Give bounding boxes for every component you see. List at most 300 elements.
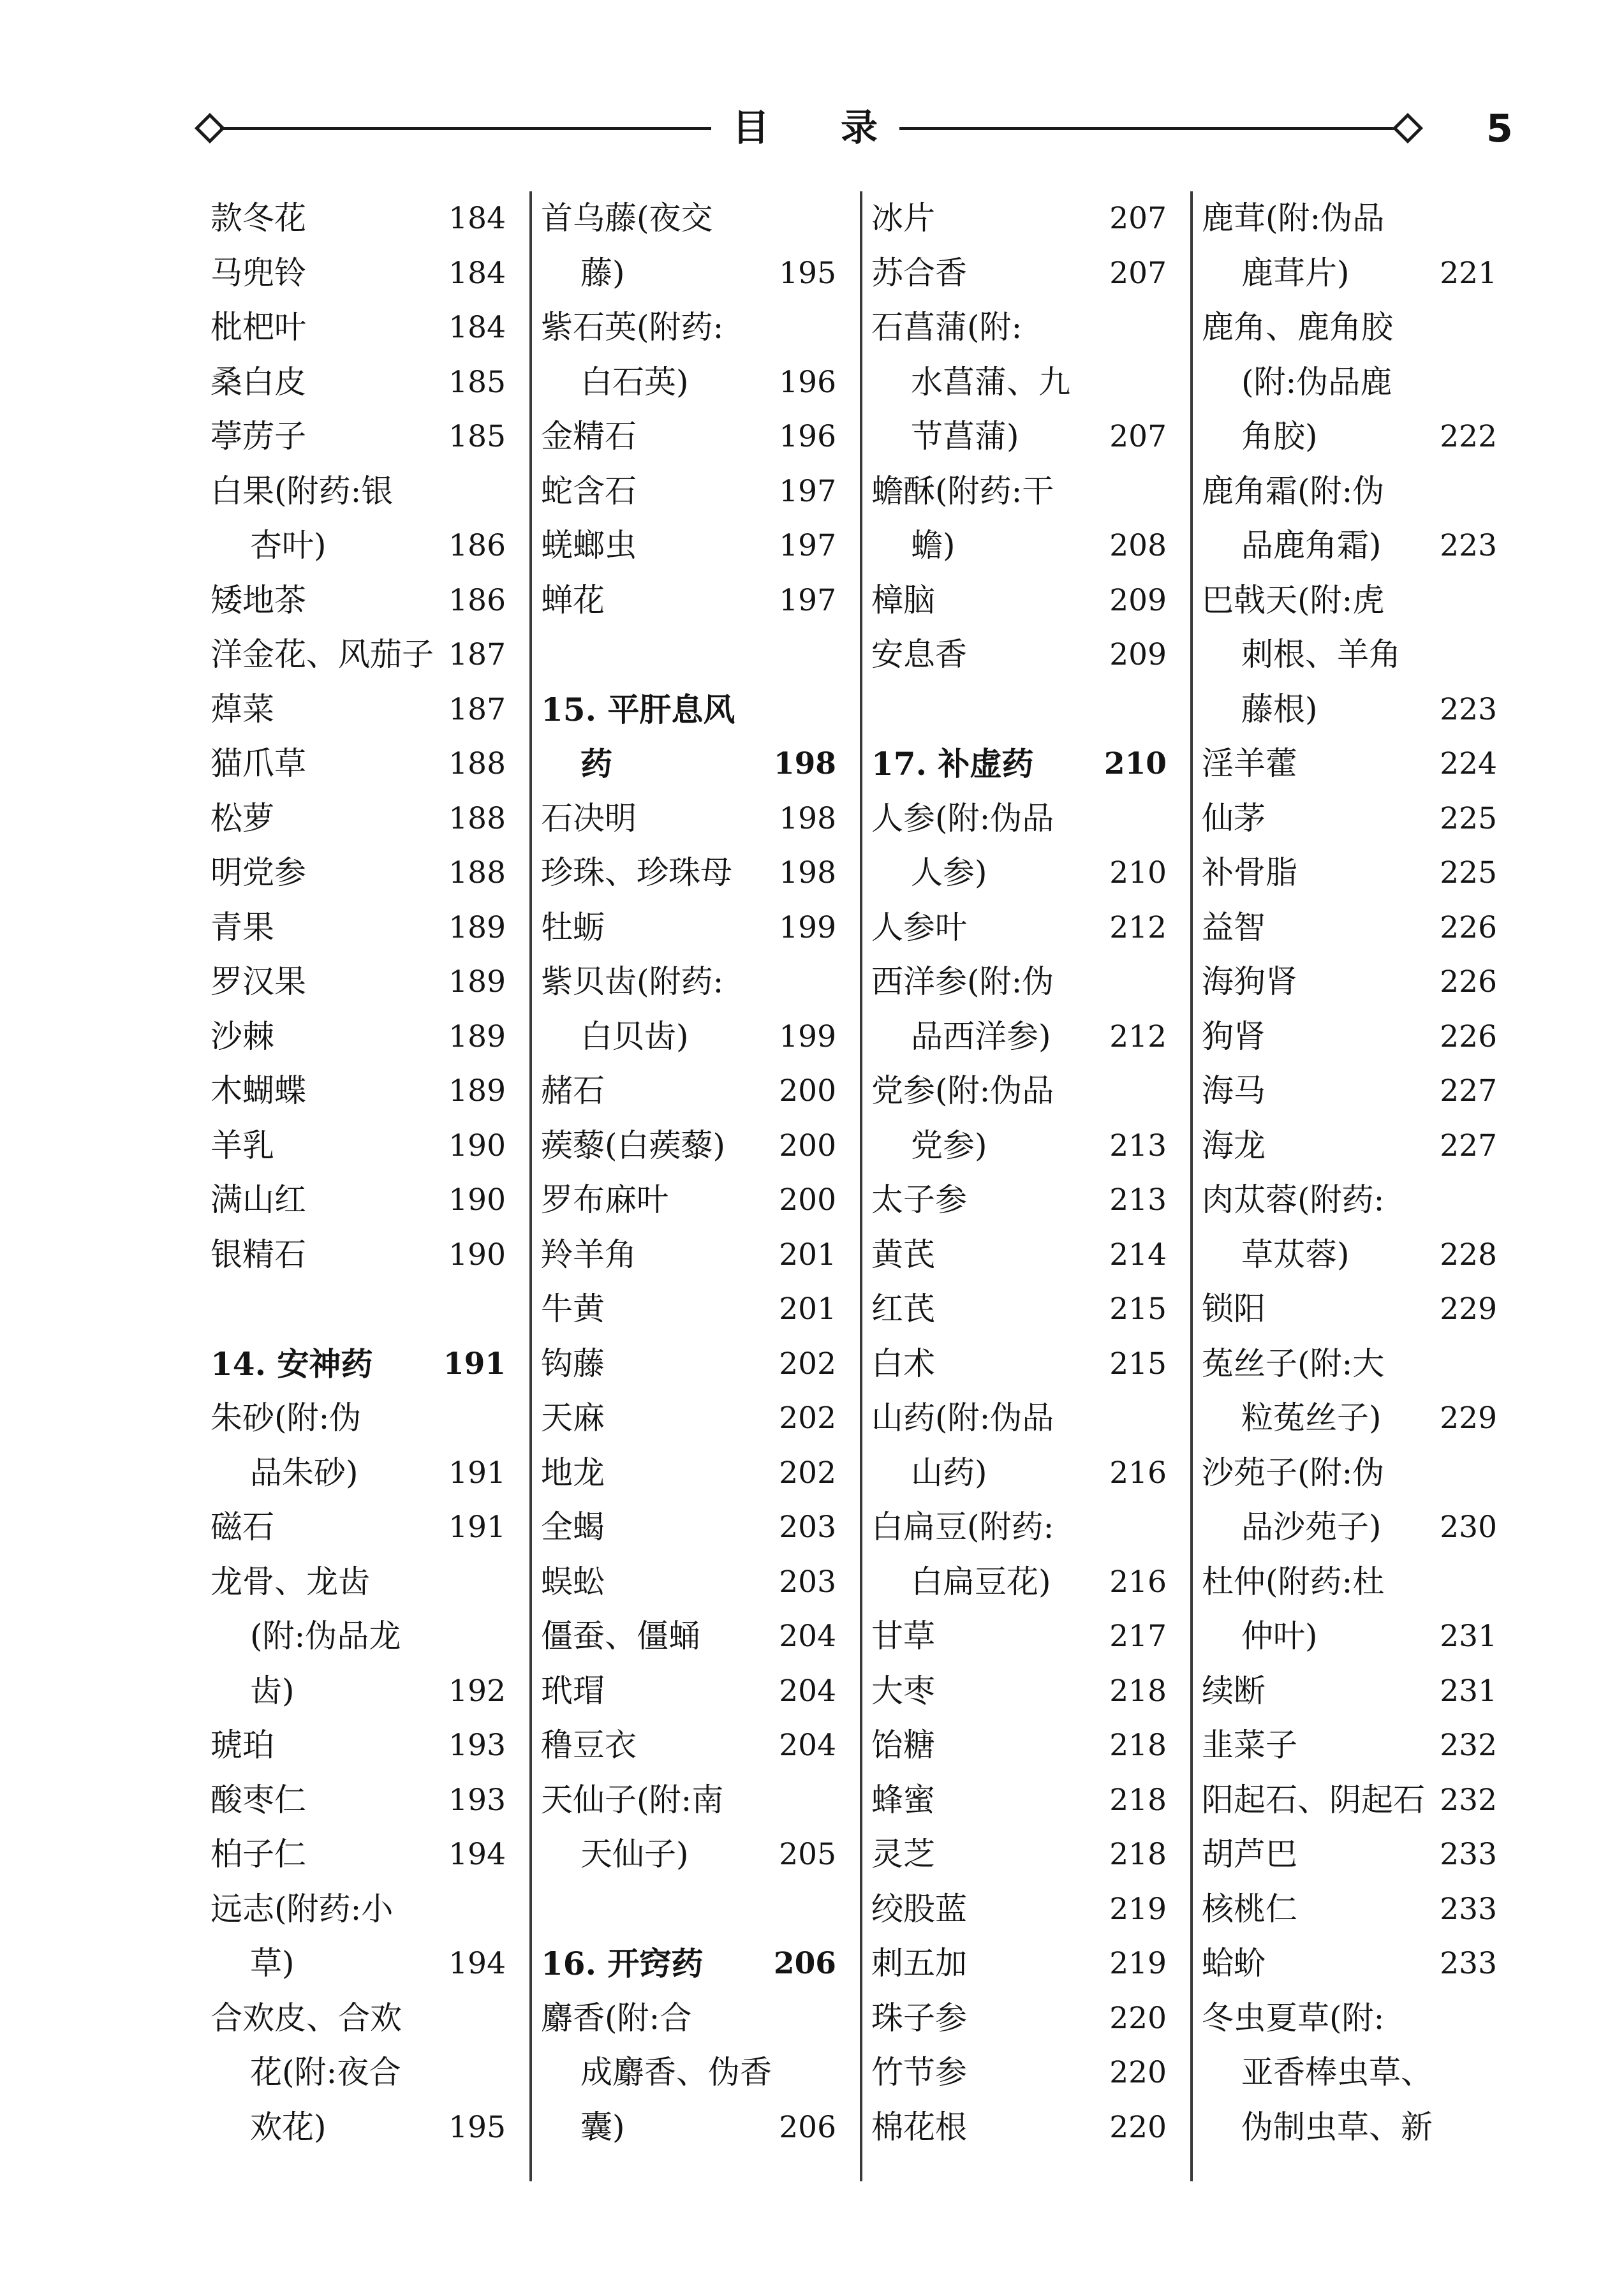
toc-entry <box>210 355 513 410</box>
toc-entry-page: 225 <box>1440 855 1497 890</box>
toc-entry-page: 226 <box>1440 964 1497 999</box>
toc-entry <box>1202 191 1505 246</box>
toc-entry-title: 天仙子) <box>580 1836 689 1873</box>
toc-entry-title: 钩藤 <box>541 1345 605 1382</box>
toc-entry <box>541 2100 844 2155</box>
toc-entry-title: 棉花根 <box>871 2108 967 2146</box>
toc-entry-page: 189 <box>448 964 506 999</box>
toc-entry <box>871 1773 1174 1828</box>
toc-entry-page: 190 <box>448 1183 506 1218</box>
toc-entry-page: 210 <box>1109 855 1167 890</box>
toc-entry-title: 蜈蚣 <box>541 1563 605 1600</box>
column-separator <box>529 191 532 2181</box>
toc-entry-title: 灵芝 <box>871 1836 935 1873</box>
toc-entry-title: 白扁豆(附药: <box>871 1508 1054 1545</box>
toc-entry <box>210 1500 513 1555</box>
toc-entry-page: 215 <box>1109 1346 1167 1382</box>
toc-entry-title: 鹿角、鹿角胶 <box>1202 309 1393 346</box>
toc-entry <box>1202 1500 1505 1555</box>
toc-entry-page: 204 <box>779 1619 836 1654</box>
column-separator <box>1190 191 1193 2181</box>
toc-entry-page: 222 <box>1440 419 1497 454</box>
toc-entry-title: 蒺藜(白蒺藜) <box>541 1126 726 1164</box>
toc-entry-title: 欢花) <box>250 2108 327 2146</box>
toc-entry-title: 白贝齿) <box>580 1017 689 1055</box>
toc-entry <box>541 1664 844 1719</box>
toc-entry <box>1202 355 1505 410</box>
toc-entry-title: 琥珀 <box>210 1727 274 1764</box>
toc-entry <box>1202 682 1505 737</box>
toc-entry-page: 216 <box>1109 1564 1167 1600</box>
toc-entry-title: 僵蚕、僵蛹 <box>541 1617 700 1654</box>
toc-entry-title: 藤根) <box>1241 690 1318 728</box>
toc-entry-page: 190 <box>448 1128 506 1163</box>
toc-entry <box>210 1119 513 1174</box>
toc-entry <box>541 1827 844 1882</box>
toc-entry-page: 185 <box>448 419 506 454</box>
toc-entry <box>871 1228 1174 1283</box>
toc-entry-title: 木蝴蝶 <box>210 1072 306 1109</box>
toc-entry <box>210 1010 513 1065</box>
toc-entry-page: 227 <box>1440 1073 1497 1109</box>
toc-entry <box>1202 1119 1505 1174</box>
toc-entry-page: 216 <box>1109 1455 1167 1491</box>
toc-entry-title: 安息香 <box>871 636 967 673</box>
toc-entry-page: 193 <box>448 1782 506 1818</box>
toc-section-heading <box>541 1936 844 1991</box>
toc-entry-title: 蜂蜜 <box>871 1781 935 1818</box>
toc-entry <box>871 628 1174 682</box>
toc-entry-title: 白术 <box>871 1345 935 1382</box>
toc-entry <box>1202 464 1505 519</box>
toc-entry <box>541 1337 844 1392</box>
toc-entry-title: 冰片 <box>871 200 935 237</box>
toc-entry <box>871 409 1174 464</box>
toc-entry-title: 首乌藤(夜交 <box>541 200 713 237</box>
toc-entry-title: 冬虫夏草(附: <box>1202 1999 1385 2037</box>
toc-entry <box>871 1718 1174 1773</box>
toc-entry-title: 黄芪 <box>871 1235 935 1273</box>
toc-column-3 <box>871 191 1174 2155</box>
toc-entry-title: 韭菜子 <box>1202 1727 1297 1764</box>
toc-entry-page: 196 <box>779 419 836 454</box>
toc-entry-page: 214 <box>1109 1237 1167 1272</box>
toc-entry-page: 232 <box>1440 1782 1497 1818</box>
toc-entry <box>210 573 513 628</box>
page-number: 5 <box>1486 107 1513 151</box>
toc-entry-page: 202 <box>779 1401 836 1436</box>
toc-entry-page: 233 <box>1440 1837 1497 1872</box>
toc-entry-title: 益智 <box>1202 908 1266 946</box>
toc-entry-title: 花(附:夜合 <box>250 2054 401 2091</box>
toc-entry-page: 185 <box>448 364 506 400</box>
toc-entry <box>210 1173 513 1228</box>
toc-entry <box>1202 737 1505 792</box>
toc-entry-page: 229 <box>1440 1401 1497 1436</box>
toc-entry-title: 草) <box>250 1945 295 1982</box>
toc-entry <box>1202 519 1505 573</box>
toc-entry <box>871 191 1174 246</box>
toc-entry <box>210 1718 513 1773</box>
toc-entry <box>210 2100 513 2155</box>
toc-entry-page: 202 <box>779 1346 836 1382</box>
toc-entry-title: 狗肾 <box>1202 1017 1266 1055</box>
toc-entry <box>871 1064 1174 1119</box>
toc-entry-title: 囊) <box>580 2108 625 2146</box>
toc-entry-page: 191 <box>448 1510 506 1545</box>
toc-entry-title: 阳起石、阴起石 <box>1202 1781 1425 1818</box>
toc-entry-page: 200 <box>779 1073 836 1109</box>
toc-entry-title: 松萝 <box>210 799 274 837</box>
toc-entry-title: 党参(附:伪品 <box>871 1072 1054 1109</box>
toc-entry-page: 200 <box>779 1183 836 1218</box>
toc-entry <box>210 1228 513 1283</box>
toc-entry <box>871 1337 1174 1392</box>
toc-entry <box>1202 1609 1505 1664</box>
toc-entry <box>1202 1555 1505 1610</box>
toc-entry-page: 226 <box>1440 910 1497 945</box>
toc-entry-title: (附:伪品龙 <box>250 1617 401 1654</box>
toc-entry-title: 14. 安神药 <box>210 1345 373 1383</box>
toc-entry <box>871 792 1174 846</box>
toc-entry <box>871 2100 1174 2155</box>
toc-entry-title: 药 <box>580 745 612 783</box>
toc-entry-page: 218 <box>1109 1673 1167 1709</box>
toc-entry <box>541 246 844 301</box>
toc-entry-title: 青果 <box>210 908 274 946</box>
toc-entry-title: 海龙 <box>1202 1126 1266 1164</box>
toc-entry-page: 218 <box>1109 1837 1167 1872</box>
toc-entry-title: 太子参 <box>871 1181 967 1218</box>
right-diamond-ornament <box>1392 113 1423 144</box>
toc-entry <box>871 1882 1174 1937</box>
toc-entry-title: 品沙苑子) <box>1241 1508 1382 1545</box>
toc-entry-title: 牛黄 <box>541 1290 605 1327</box>
toc-entry <box>210 464 513 519</box>
toc-entry <box>210 1555 513 1610</box>
toc-entry <box>541 901 844 955</box>
toc-entry-title: 人参(附:伪品 <box>871 799 1054 837</box>
toc-entry <box>210 1391 513 1446</box>
toc-entry <box>871 1555 1174 1610</box>
toc-section-heading <box>210 1337 513 1392</box>
toc-entry-page: 196 <box>779 364 836 400</box>
toc-entry-title: 齿) <box>250 1672 295 1709</box>
toc-entry-page: 220 <box>1109 2055 1167 2090</box>
toc-entry-page: 187 <box>448 637 506 672</box>
toc-entry-page: 226 <box>1440 1019 1497 1054</box>
toc-entry <box>871 1827 1174 1882</box>
toc-entry-page: 204 <box>779 1728 836 1763</box>
toc-entry-title: 蛇含石 <box>541 472 637 510</box>
toc-entry-title: 沙棘 <box>210 1017 274 1055</box>
toc-entry <box>871 846 1174 901</box>
toc-entry-title: 罗布麻叶 <box>541 1181 668 1218</box>
toc-entry-page: 189 <box>448 910 506 945</box>
toc-entry <box>1202 573 1505 628</box>
toc-entry-page: 195 <box>779 255 836 291</box>
toc-entry <box>541 792 844 846</box>
toc-entry-page: 225 <box>1440 800 1497 836</box>
toc-entry-title: 全蝎 <box>541 1508 605 1545</box>
toc-entry-page: 212 <box>1109 910 1167 945</box>
header-title-left: 目 <box>732 106 770 149</box>
toc-spacer <box>541 628 844 682</box>
toc-entry <box>210 1664 513 1719</box>
toc-entry <box>1202 1228 1505 1283</box>
toc-entry-title: 锁阳 <box>1202 1290 1266 1327</box>
toc-column-4 <box>1202 191 1505 2155</box>
toc-entry <box>1202 1936 1505 1991</box>
toc-entry-page: 232 <box>1440 1728 1497 1763</box>
toc-entry-title: 蛤蚧 <box>1202 1945 1266 1982</box>
toc-entry <box>541 1282 844 1337</box>
toc-entry-title: 饴糖 <box>871 1727 935 1764</box>
toc-spacer <box>871 682 1174 737</box>
toc-entry-page: 205 <box>779 1837 836 1872</box>
toc-entry-title: 藤) <box>580 254 625 291</box>
toc-entry-page: 189 <box>448 1019 506 1054</box>
toc-entry-page: 209 <box>1109 637 1167 672</box>
toc-entry <box>871 246 1174 301</box>
toc-entry <box>871 1119 1174 1174</box>
toc-entry-title: 石决明 <box>541 799 637 837</box>
toc-entry <box>210 955 513 1010</box>
toc-entry-page: 194 <box>448 1837 506 1872</box>
toc-entry <box>541 1555 844 1610</box>
toc-entry-title: 仙茅 <box>1202 799 1266 837</box>
toc-entry <box>210 2045 513 2100</box>
toc-entry-page: 220 <box>1109 2000 1167 2036</box>
toc-entry-title: 沙苑子(附:伪 <box>1202 1454 1385 1491</box>
toc-entry <box>1202 1718 1505 1773</box>
toc-column-1 <box>210 191 513 2155</box>
toc-entry <box>210 682 513 737</box>
toc-entry <box>1202 300 1505 355</box>
toc-entry-page: 195 <box>448 2109 506 2145</box>
toc-entry-page: 188 <box>448 746 506 781</box>
toc-entry-page: 207 <box>1109 255 1167 291</box>
toc-entry <box>541 1718 844 1773</box>
toc-entry-title: 白石英) <box>580 363 689 401</box>
toc-entry-page: 197 <box>779 582 836 618</box>
toc-entry-title: 品鹿角霜) <box>1241 527 1382 564</box>
toc-entry-title: 白果(附药:银 <box>210 472 394 510</box>
toc-entry <box>541 1991 844 2046</box>
toc-entry <box>1202 1173 1505 1228</box>
toc-entry-title: 洋金花、风茄子 <box>210 636 434 673</box>
toc-entry-title: 节菖蒲) <box>911 418 1019 455</box>
toc-entry-title: 鹿角霜(附:伪 <box>1202 472 1385 510</box>
toc-entry-page: 230 <box>1440 1510 1497 1545</box>
toc-entry-title: 天仙子(附:南 <box>541 1781 724 1818</box>
toc-entry-title: 刺根、羊角 <box>1241 636 1401 673</box>
toc-entry-page: 203 <box>779 1510 836 1545</box>
toc-entry <box>210 409 513 464</box>
toc-entry-page: 223 <box>1440 691 1497 727</box>
toc-entry-page: 213 <box>1109 1183 1167 1218</box>
toc-entry-title: 海狗肾 <box>1202 963 1297 1000</box>
toc-entry-page: 229 <box>1440 1292 1497 1327</box>
toc-entry <box>541 1119 844 1174</box>
toc-entry <box>1202 1446 1505 1501</box>
toc-entry <box>1202 955 1505 1010</box>
toc-entry-title: 远志(附药:小 <box>210 1890 394 1927</box>
toc-entry <box>871 955 1174 1010</box>
toc-entry <box>871 1609 1174 1664</box>
toc-entry <box>871 2045 1174 2100</box>
toc-entry-page: 199 <box>779 910 836 945</box>
toc-entry <box>1202 246 1505 301</box>
toc-entry-title: 品西洋参) <box>911 1017 1051 1055</box>
toc-entry-title: 竹节参 <box>871 2054 967 2091</box>
toc-entry <box>210 737 513 792</box>
toc-entry <box>1202 628 1505 682</box>
toc-entry-title: 巴戟天(附:虎 <box>1202 581 1385 619</box>
toc-entry-title: 紫石英(附药: <box>541 309 724 346</box>
toc-entry <box>871 300 1174 355</box>
toc-entry <box>210 846 513 901</box>
toc-entry-title: 白扁豆花) <box>911 1563 1051 1600</box>
toc-entry-title: 亚香棒虫草、 <box>1241 2054 1433 2091</box>
toc-section-heading <box>871 737 1174 792</box>
toc-entry-page: 197 <box>779 473 836 509</box>
toc-entry-page: 200 <box>779 1128 836 1163</box>
toc-entry <box>871 355 1174 410</box>
toc-entry-title: 杜仲(附药:杜 <box>1202 1563 1385 1600</box>
toc-entry-title: 紫贝齿(附药: <box>541 963 724 1000</box>
toc-entry <box>210 628 513 682</box>
toc-entry-page: 191 <box>448 1455 506 1491</box>
toc-entry-page: 224 <box>1440 746 1497 781</box>
toc-entry <box>871 464 1174 519</box>
toc-entry-title: (附:伪品鹿 <box>1241 363 1392 401</box>
toc-entry-page: 215 <box>1109 1292 1167 1327</box>
toc-entry-page: 186 <box>448 528 506 563</box>
toc-entry <box>1202 1773 1505 1828</box>
toc-entry <box>1202 1391 1505 1446</box>
toc-entry <box>210 191 513 246</box>
toc-entry-page: 199 <box>779 1019 836 1054</box>
toc-entry-title: 山药) <box>911 1454 987 1491</box>
toc-entry-page: 231 <box>1440 1673 1497 1709</box>
toc-entry <box>871 1282 1174 1337</box>
toc-section-heading <box>541 737 844 792</box>
toc-entry-title: 马兜铃 <box>210 254 306 291</box>
toc-entry-page: 227 <box>1440 1128 1497 1163</box>
toc-section-heading <box>541 682 844 737</box>
toc-entry-title: 草苁蓉) <box>1241 1235 1350 1273</box>
toc-entry-title: 人参) <box>911 854 987 891</box>
toc-entry-title: 17. 补虚药 <box>871 745 1034 783</box>
toc-entry-page: 188 <box>448 800 506 836</box>
toc-entry-title: 蜣螂虫 <box>541 527 637 564</box>
toc-entry <box>210 1064 513 1119</box>
toc-entry-page: 184 <box>448 201 506 236</box>
toc-entry-title: 胡芦巴 <box>1202 1836 1297 1873</box>
toc-entry <box>210 1882 513 1937</box>
toc-entry-page: 228 <box>1440 1237 1497 1272</box>
toc-entry-page: 198 <box>773 746 836 781</box>
toc-entry-page: 188 <box>448 855 506 890</box>
toc-entry-title: 桑白皮 <box>210 363 306 401</box>
toc-entry <box>871 1173 1174 1228</box>
toc-entry-title: 罗汉果 <box>210 963 306 1000</box>
toc-entry <box>541 409 844 464</box>
toc-entry <box>541 1500 844 1555</box>
toc-entry <box>210 1991 513 2046</box>
toc-entry-page: 201 <box>779 1292 836 1327</box>
toc-entry-page: 198 <box>779 800 836 836</box>
toc-entry <box>210 1609 513 1664</box>
toc-entry-title: 明党参 <box>210 854 306 891</box>
toc-entry-title: 刺五加 <box>871 1945 967 1982</box>
column-separator <box>860 191 862 2181</box>
toc-entry-title: 淫羊藿 <box>1202 745 1297 782</box>
toc-entry-title: 柏子仁 <box>210 1836 306 1873</box>
toc-entry-page: 210 <box>1104 746 1167 781</box>
toc-entry-page: 218 <box>1109 1782 1167 1818</box>
toc-entry-title: 满山红 <box>210 1181 306 1218</box>
toc-entry-page: 233 <box>1440 1946 1497 1981</box>
toc-entry-page: 223 <box>1440 528 1497 563</box>
toc-entry <box>871 1010 1174 1065</box>
toc-entry <box>871 1500 1174 1555</box>
toc-entry-page: 190 <box>448 1237 506 1272</box>
toc-entry-title: 珠子参 <box>871 1999 967 2037</box>
header-rule-right <box>899 127 1397 130</box>
toc-entry-page: 207 <box>1109 419 1167 454</box>
toc-entry <box>541 191 844 246</box>
toc-entry-page: 198 <box>779 855 836 890</box>
toc-entry-title: 银精石 <box>210 1235 306 1273</box>
toc-entry-page: 192 <box>448 1673 506 1709</box>
toc-entry-title: 红芪 <box>871 1290 935 1327</box>
toc-column-2 <box>541 191 844 2155</box>
toc-entry-title: 15. 平肝息风 <box>541 690 735 728</box>
toc-entry-page: 218 <box>1109 1728 1167 1763</box>
toc-entry-page: 231 <box>1440 1619 1497 1654</box>
toc-entry-page: 219 <box>1109 1891 1167 1927</box>
toc-entry <box>541 573 844 628</box>
toc-entry <box>541 519 844 573</box>
toc-entry <box>1202 1010 1505 1065</box>
toc-entry-title: 大枣 <box>871 1672 935 1709</box>
toc-entry-page: 189 <box>448 1073 506 1109</box>
toc-entry <box>871 1446 1174 1501</box>
toc-entry-title: 朱砂(附:伪 <box>210 1399 362 1436</box>
toc-entry <box>541 1010 844 1065</box>
toc-entry-title: 成麝香、伪香 <box>580 2054 772 2091</box>
toc-entry-title: 品朱砂) <box>250 1454 358 1491</box>
toc-entry <box>871 573 1174 628</box>
toc-entry <box>1202 2045 1505 2100</box>
toc-entry-title: 伪制虫草、新 <box>1241 2108 1433 2146</box>
toc-entry-page: 233 <box>1440 1891 1497 1927</box>
toc-entry <box>541 955 844 1010</box>
toc-entry-title: 葶苈子 <box>210 418 306 455</box>
toc-entry <box>541 464 844 519</box>
toc-entry-page: 217 <box>1109 1619 1167 1654</box>
toc-entry-page: 207 <box>1109 201 1167 236</box>
toc-entry <box>871 519 1174 573</box>
toc-entry-page: 220 <box>1109 2109 1167 2145</box>
toc-entry-page: 186 <box>448 582 506 618</box>
toc-spacer <box>541 1882 844 1937</box>
toc-entry-page: 197 <box>779 528 836 563</box>
toc-entry <box>871 1391 1174 1446</box>
toc-entry-title: 赭石 <box>541 1072 605 1109</box>
